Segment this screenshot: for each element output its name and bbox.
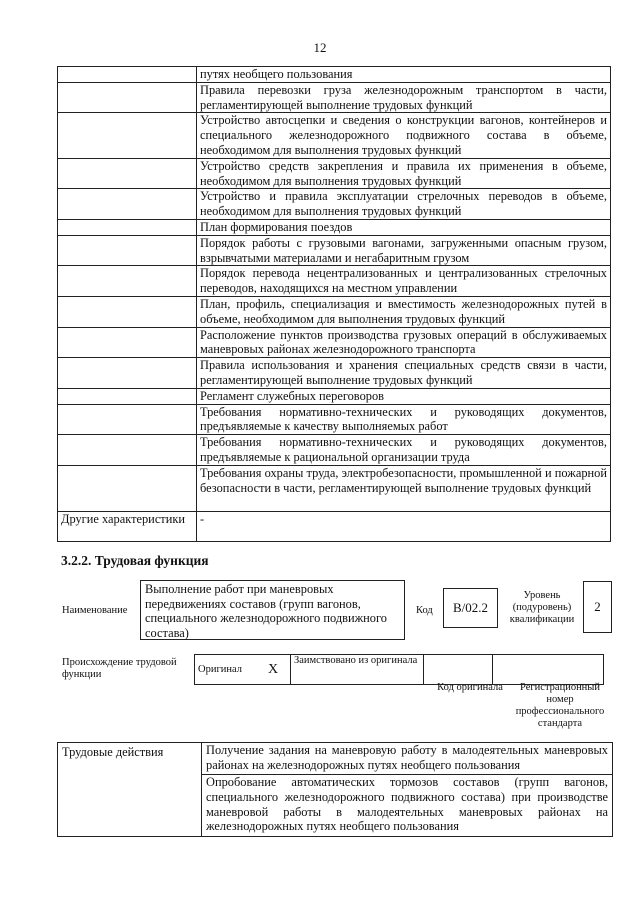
table-row: Требования нормативно-технических и руководящих документов, предъявляемые к качеству выполняемых работ [197,404,611,435]
borrowed-label: Заимствовано из оригинала [291,655,424,685]
reg-number-cell [493,655,604,685]
code-label: Код [416,605,433,616]
table-row: Устройство средств закрепления и правила их применения в объеме, необходимом для выполнения трудовых функций [197,158,611,189]
code-original-cell [424,655,493,685]
section-title: 3.2.2. Трудовая функция [61,553,209,568]
table-row: Порядок работы с грузовыми вагонами, загруженными опасным грузом, взрывчатыми материалами и негабаритным грузом [197,235,611,266]
table-row: Регламент служебных переговоров [197,388,611,404]
table-row: Требования охраны труда, электробезопасности, промышленной и пожарной безопасности в части, регламентирующей выполнение трудовых функций [197,465,611,511]
original-mark: X [256,655,291,685]
table-row: Порядок перевода нецентрализованных и централизованных стрелочных переводов, находящихся на местном управлении [197,266,611,297]
table-row: Правила использования и хранения специальных средств связи в части, регламентирующей выполнение трудовых функций [197,358,611,389]
original-label: Оригинал [195,655,257,685]
level-label: Уровень (подуровень) квалификации [509,590,575,625]
table-row: Получение задания на маневровую работу в малодеятельных маневровых районах на железнодорожных путях необщего пользования [202,743,613,775]
table-row: Расположение пунктов производства грузовых операций в обслуживаемых маневровых районах железнодорожного транспорта [197,327,611,358]
other-value: - [197,511,611,541]
table-row: Устройство автосцепки и сведения о конструкции вагонов, контейнеров и специального железнодорожного подвижного состава в объеме, необходимом для выполнения трудовых функций [197,113,611,158]
table-row: путях необщего пользования [197,67,611,83]
function-name: Выполнение работ при маневровых передвижениях составов (групп вагонов, специального железнодорожного подвижного состава) [140,580,405,640]
knowledge-table [57,66,611,542]
level-value: 2 [583,581,612,633]
origin-table [194,654,604,685]
code-value: В/02.2 [443,588,498,628]
page-number: 12 [313,40,327,55]
table-row: Правила перевозки груза железнодорожным транспортом в части, регламентирующей выполнение трудовых функций [197,82,611,113]
origin-label: Происхождение трудовой функции [62,657,177,680]
reg-number-caption: Регистрационный номер профессионального стандарта [515,682,605,729]
table-row: Устройство и правила эксплуатации стрелочных переводов в объеме, необходимом для выполнения трудовых функций [197,189,611,220]
table-row: Опробование автоматических тормозов составов (групп вагонов, специального железнодорожного подвижного состава) при производстве маневровой работы в малодеятельных маневровых районах на железнодорожных путях необщего пользования [202,775,613,837]
name-label: Наименование [62,605,128,616]
table-row: План формирования поездов [197,219,611,235]
code-original-caption: Код оригинала [437,682,503,693]
actions-label: Трудовые действия [58,743,202,837]
table-row: Требования нормативно-технических и руководящих документов, предъявляемые к рациональной организации труда [197,435,611,466]
actions-table [57,742,613,837]
other-label: Другие характеристики [58,511,197,541]
table-label-cell [58,67,197,83]
table-row: План, профиль, специализация и вместимость железнодорожных путей в объеме, необходимом для выполнения трудовых функций [197,296,611,327]
